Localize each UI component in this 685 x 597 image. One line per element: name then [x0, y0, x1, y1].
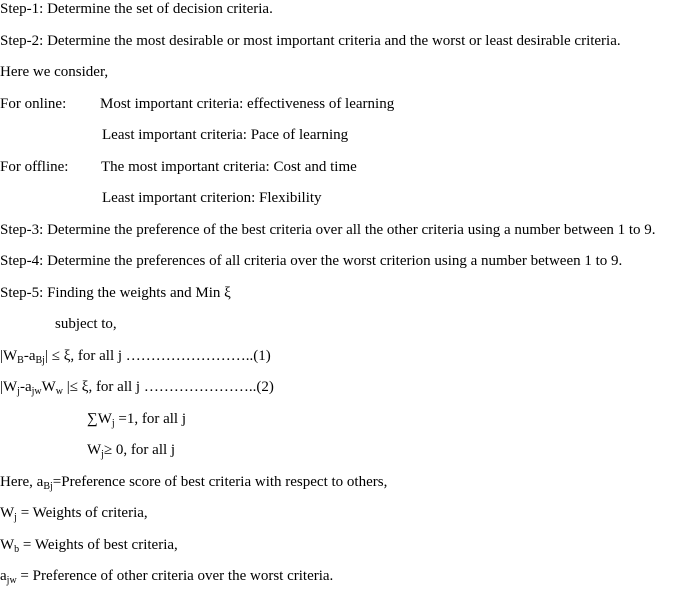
- equation-3: $\sum W_j =1$, for all j: [87, 411, 187, 429]
- online-least-important: Least important criteria: Pace of learning: [102, 127, 349, 143]
- online-most-important: Most important criteria: effectiveness of learning: [100, 96, 395, 112]
- step-3-text: Step-3: Determine the preference of the best criteria over all the other criteria using a number between 1 to 9.: [0, 222, 656, 238]
- step-2-text: Step-2: Determine the most desirable or most important criteria and the worst or least desirable criteria.: [0, 33, 621, 49]
- step-5-text: Step-5: Finding the weights and Min ξ: [0, 285, 231, 301]
- here-we-consider: Here we consider,: [0, 64, 109, 80]
- step-1-text: Step-1: Determine the set of decision criteria.: [0, 1, 273, 17]
- definition-abj: Here, $a_{Bj}=Preference$ score of best criteria with respect to others,: [0, 474, 388, 492]
- online-label: For online:: [0, 96, 67, 112]
- offline-least-important: Least important criterion: Flexibility: [102, 190, 322, 206]
- subject-to: subject to,: [55, 316, 117, 332]
- equation-2: $|W_j-a_{jw}W_w$ |≤ ξ, for all j …………………..(2): [0, 379, 274, 397]
- offline-label: For offline:: [0, 159, 69, 175]
- offline-row: [0, 158, 357, 176]
- definition-wj: $W_j$ = Weights of criteria,: [0, 505, 148, 523]
- definition-ajw: $a_{jw}$ = Preference of other criteria over the worst criteria.: [0, 568, 334, 586]
- equation-4: $W_j\ge 0$, for all j: [87, 442, 176, 460]
- step-4-text: Step-4: Determine the preferences of all criteria over the worst criterion using a number between 1 to 9.: [0, 253, 623, 269]
- online-row: [0, 95, 395, 113]
- definition-wb: $W_b$ = Weights of best criteria,: [0, 537, 178, 555]
- offline-most-important: The most important criteria: Cost and time: [101, 159, 357, 175]
- equation-1: $|W_B-a_{Bj}| \le \xi$, for all j ……………………..(1): [0, 348, 271, 366]
